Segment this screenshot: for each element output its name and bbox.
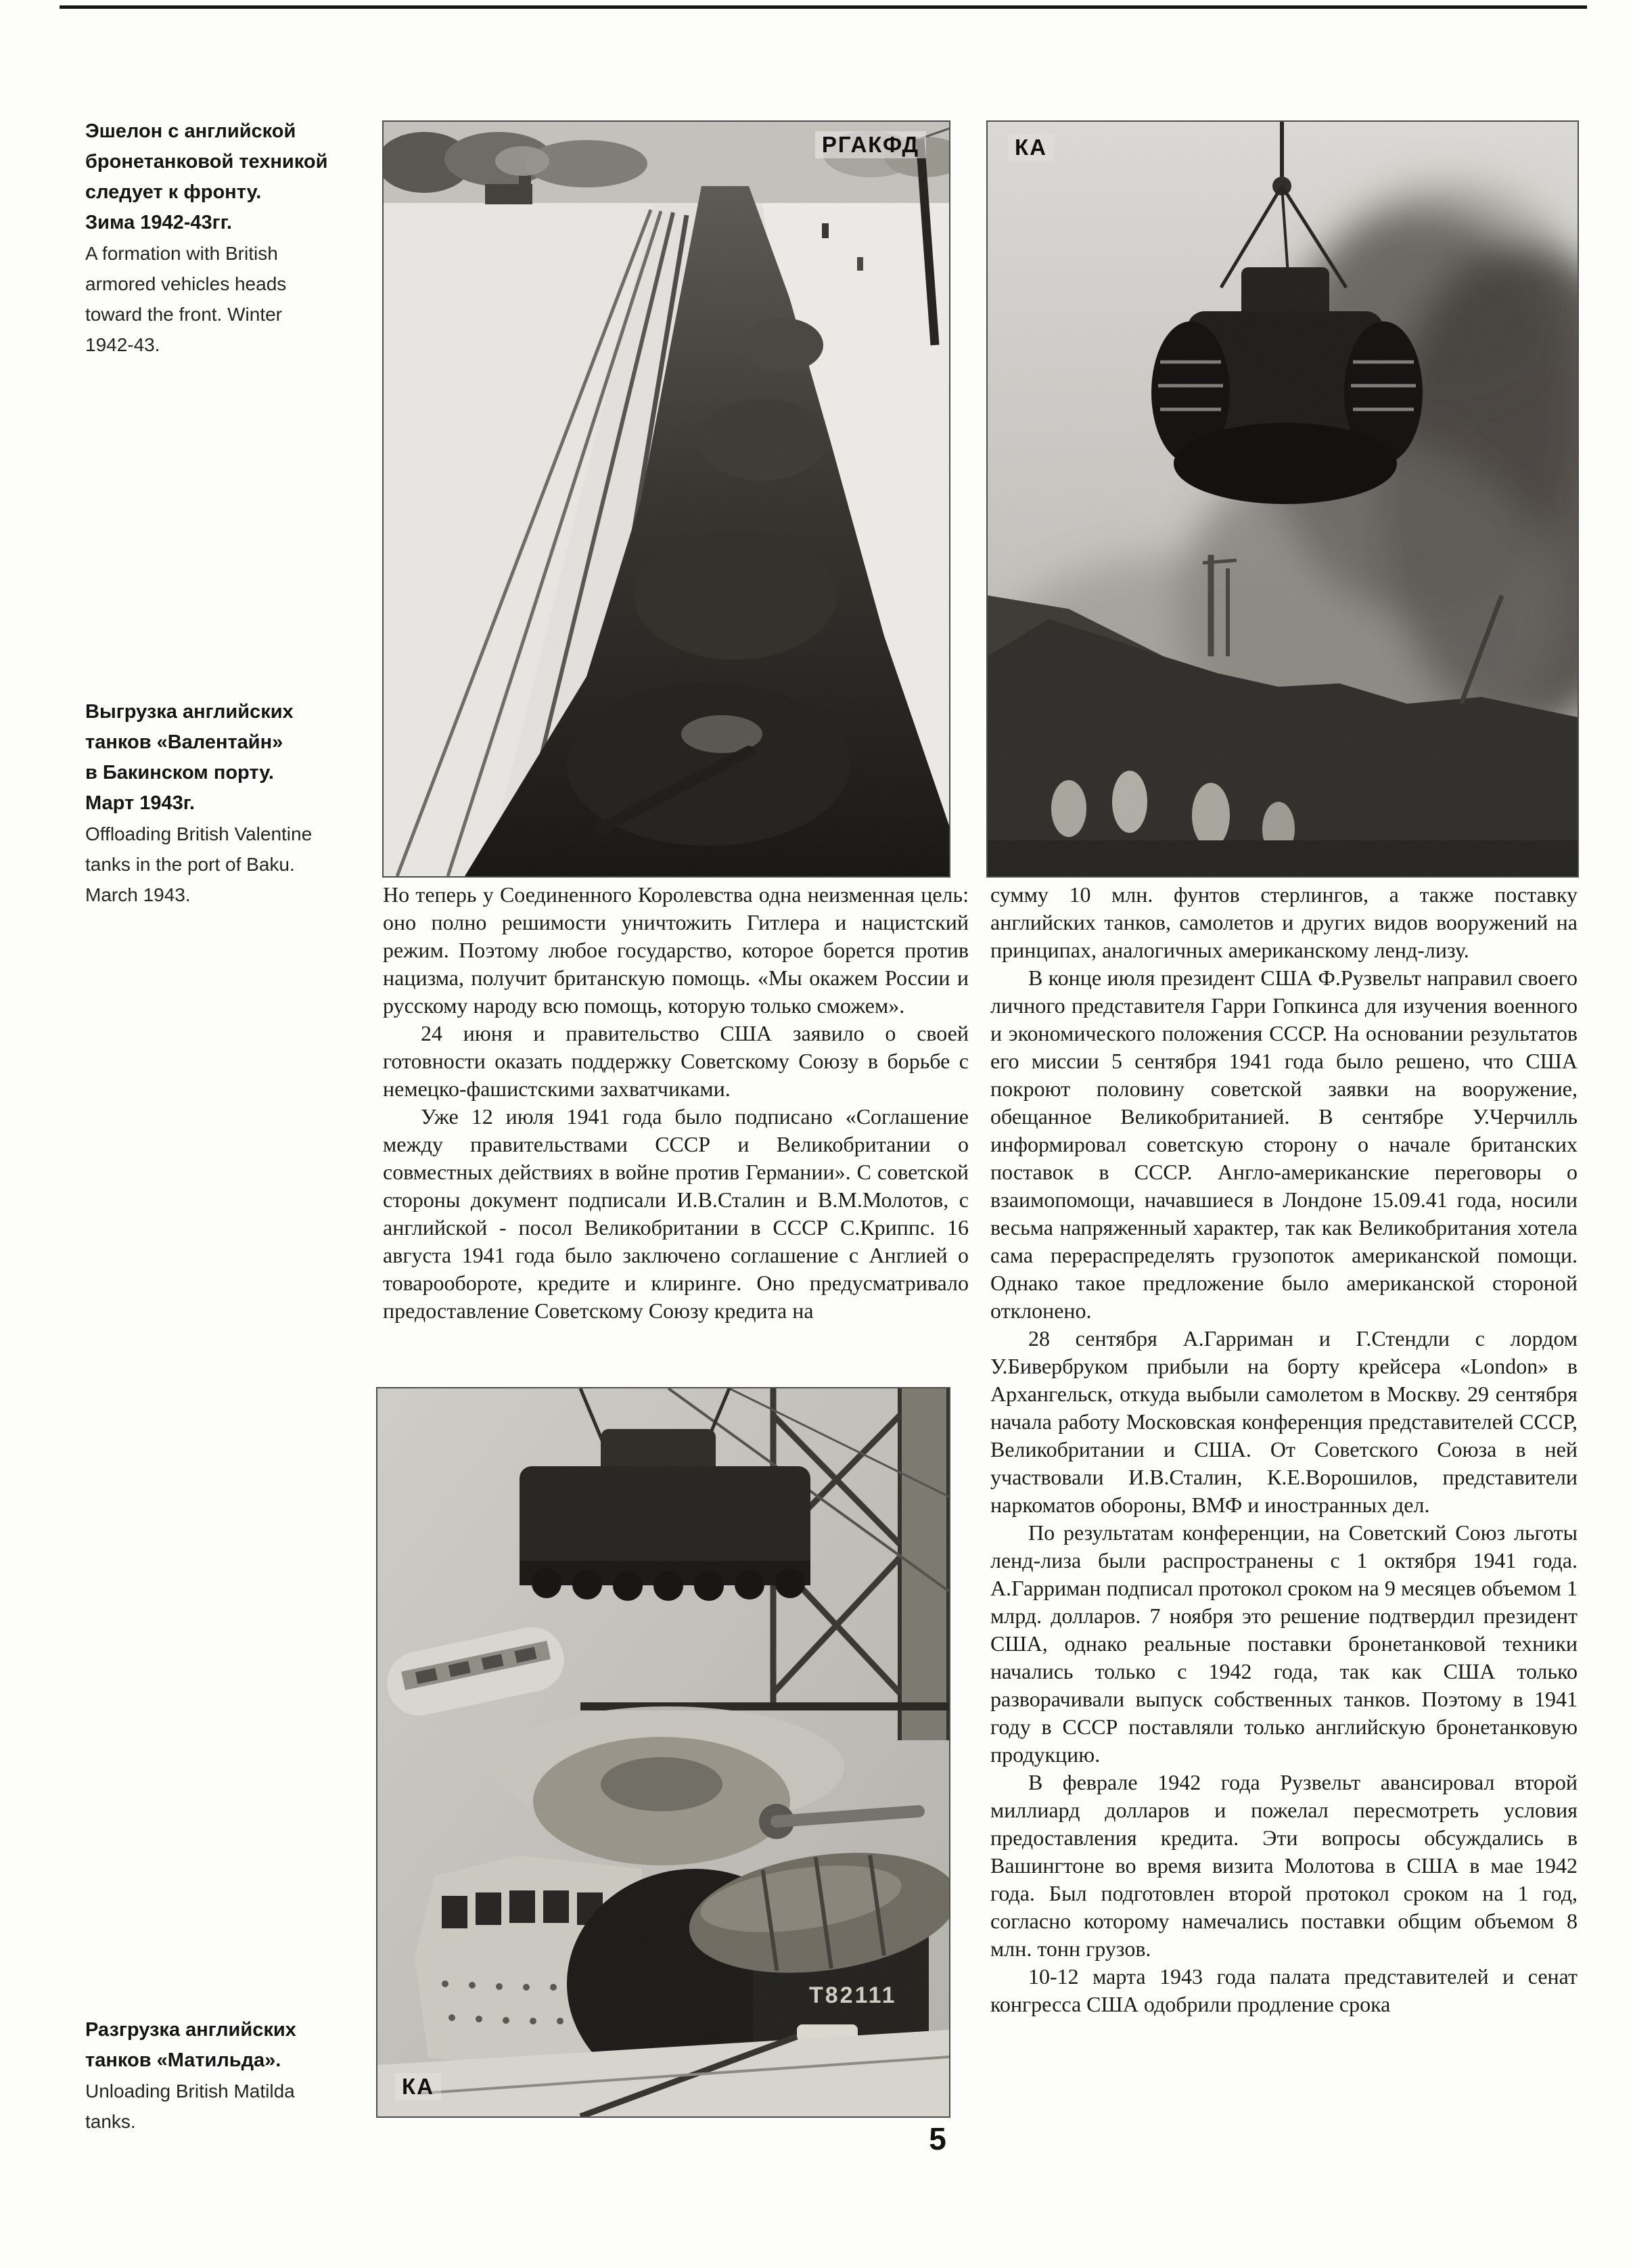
- caption-line-ru: Разгрузка английских: [85, 2019, 296, 2041]
- caption-line-en: tanks in the port of Baku.: [85, 854, 295, 875]
- article-paragraph: сумму 10 млн. фунтов стерлингов, а также поставку английских танков, самолетов и других видов вооружений на принципах, аналогичных американскому ленд-лизу.: [990, 882, 1578, 962]
- caption-russian-lines: [85, 116, 366, 238]
- article-right-column: [990, 881, 1578, 2144]
- article-paragraph: В феврале 1942 года Рузвельт авансировал второй миллиард долларов и пожелал пересмотреть условия предоставления кредита. Эти вопросы обсуждались в Вашингтоне во время визита Молотова в США в мае 1942 года. Был подготовлен второй протокол сроком на 1 год, согласно которому намечались поставки общим объемом 8 млн. тонн грузов.: [990, 1770, 1578, 1961]
- caption-line-ru: следует к фронту.: [85, 181, 262, 203]
- matilda-unloading-illustration: [377, 1388, 949, 2116]
- caption-train-front: [85, 116, 366, 360]
- caption-line-en: Offloading British Valentine: [85, 823, 313, 844]
- photo-tank-crane: [988, 122, 1578, 876]
- caption-line-en: toward the front. Winter: [85, 304, 283, 325]
- caption-line-ru: Выгрузка английских: [85, 701, 294, 723]
- article-left-column: [383, 881, 969, 1384]
- tank-serial-number: Т82111: [809, 1982, 897, 2008]
- tank-crane-illustration: [988, 122, 1578, 876]
- article-paragraph: Но теперь у Соединенного Королевства одна неизменная цель: оно полно решимости уничтожить Гитлера и нацистский режим. Поэтому любое государство, которое борется против нацизма, получит британскую помощь. «Мы окажем России и русскому народу всю помощь, которую только сможем».: [383, 882, 969, 1018]
- caption-line-ru: Март 1943г.: [85, 792, 195, 814]
- caption-line-en: armored vehicles heads: [85, 273, 287, 294]
- caption-english-lines: [85, 238, 366, 360]
- caption-valentine-baku: [85, 697, 366, 910]
- caption-line-ru: танков «Матильда».: [85, 2049, 281, 2071]
- photo-credit-stamp: КА: [395, 2073, 441, 2100]
- article-paragraph: По результатам конференции, на Советский Союз льготы ленд-лиза были распространены с 1 октября 1941 года. А.Гарриман подписал протокол сроком на 9 месяцев объемом 1 млрд. долларов. 7 ноября это решение подтвердил президент США, однако реальные поставки бронетанковой техники начались только с 1942 года, так как США только разворачивали выпуск собственных танков. Поэтому в 1941 году в СССР поставляли только английскую бронетанковую продукцию.: [990, 1520, 1578, 1767]
- caption-russian-lines: [85, 2015, 366, 2076]
- caption-line-ru: танков «Валентайн»: [85, 731, 283, 753]
- photo-credit-stamp: РГАКФД: [815, 131, 926, 158]
- caption-line-en: tanks.: [85, 2111, 136, 2132]
- article-paragraph: В конце июля президент США Ф.Рузвельт направил своего личного представителя Гарри Гопкинса для изучения военного и экономического положения СССР. На основании результатов его миссии 5 сентября 1941 года было решено, что США покроют половину советской заявки на вооружение, обещанное Великобританией. В сентябре У.Черчилль информировал советскую сторону о начале британских поставок в СССР. Англо-американские переговоры о взаимопомощи, начавшиеся в Лондоне 15.09.41 года, носили весьма напряженный характер, так как Великобритания хотела сама перераспределять грузопоток американской помощи. Однако такое предложение было американской стороной отклонено.: [990, 966, 1578, 1323]
- article-paragraph: 24 июня и правительство США заявило о своей готовности оказать поддержку Советскому Союзу в борьбе с немецко-фашистскими захватчиками.: [383, 1021, 969, 1101]
- caption-matilda-unloading: [85, 2015, 366, 2137]
- caption-line-en: Unloading British Matilda: [85, 2081, 295, 2102]
- article-paragraph: Уже 12 июля 1941 года было подписано «Соглашение между правительствами СССР и Великобритании о совместных действиях в войне против Германии». С советской стороны документ подписали И.В.Сталин и В.М.Молотов, с английской - посол Великобритании в СССР С.Криппс. 16 августа 1941 года было заключено соглашение с Англией о товарообороте, кредите и клиринге. Оно предусматривало предоставление Советскому Союзу кредита на: [383, 1104, 969, 1323]
- caption-line-ru: бронетанковой техникой: [85, 151, 328, 173]
- tank-train-illustration: [384, 122, 949, 876]
- photo-matilda-unloading: [377, 1388, 949, 2116]
- page-number: 5: [929, 2121, 946, 2156]
- article-paragraph: 10-12 марта 1943 года палата представителей и сенат конгресса США одобрили продление срока: [990, 1964, 1578, 2016]
- page-top-edge-line: [60, 5, 1587, 9]
- caption-line-ru: Зима 1942-43гг.: [85, 212, 232, 233]
- photo-tank-train: [384, 122, 949, 876]
- caption-line-en: March 1943.: [85, 884, 191, 905]
- photo-credit-stamp: КА: [1008, 134, 1054, 161]
- caption-line-ru: Эшелон с английской: [85, 120, 296, 142]
- caption-english-lines: [85, 819, 366, 910]
- caption-line-en: 1942-43.: [85, 334, 160, 355]
- caption-russian-lines: [85, 697, 366, 819]
- article-paragraph: 28 сентября А.Гарриман и Г.Стендли с лордом У.Бивербруком прибыли на борту крейсера «London» в Архангельск, откуда выбыли самолетом в Москву. 29 сентября начала работу Московская конференция представителей СССР, Великобритании и США. От Советского Союза в ней участвовали И.В.Сталин, К.Е.Ворошилов, представители наркоматов обороны, ВМФ и иностранных дел.: [990, 1326, 1578, 1517]
- caption-line-ru: в Бакинском порту.: [85, 762, 274, 784]
- caption-english-lines: [85, 2076, 366, 2137]
- caption-line-en: A formation with British: [85, 243, 278, 264]
